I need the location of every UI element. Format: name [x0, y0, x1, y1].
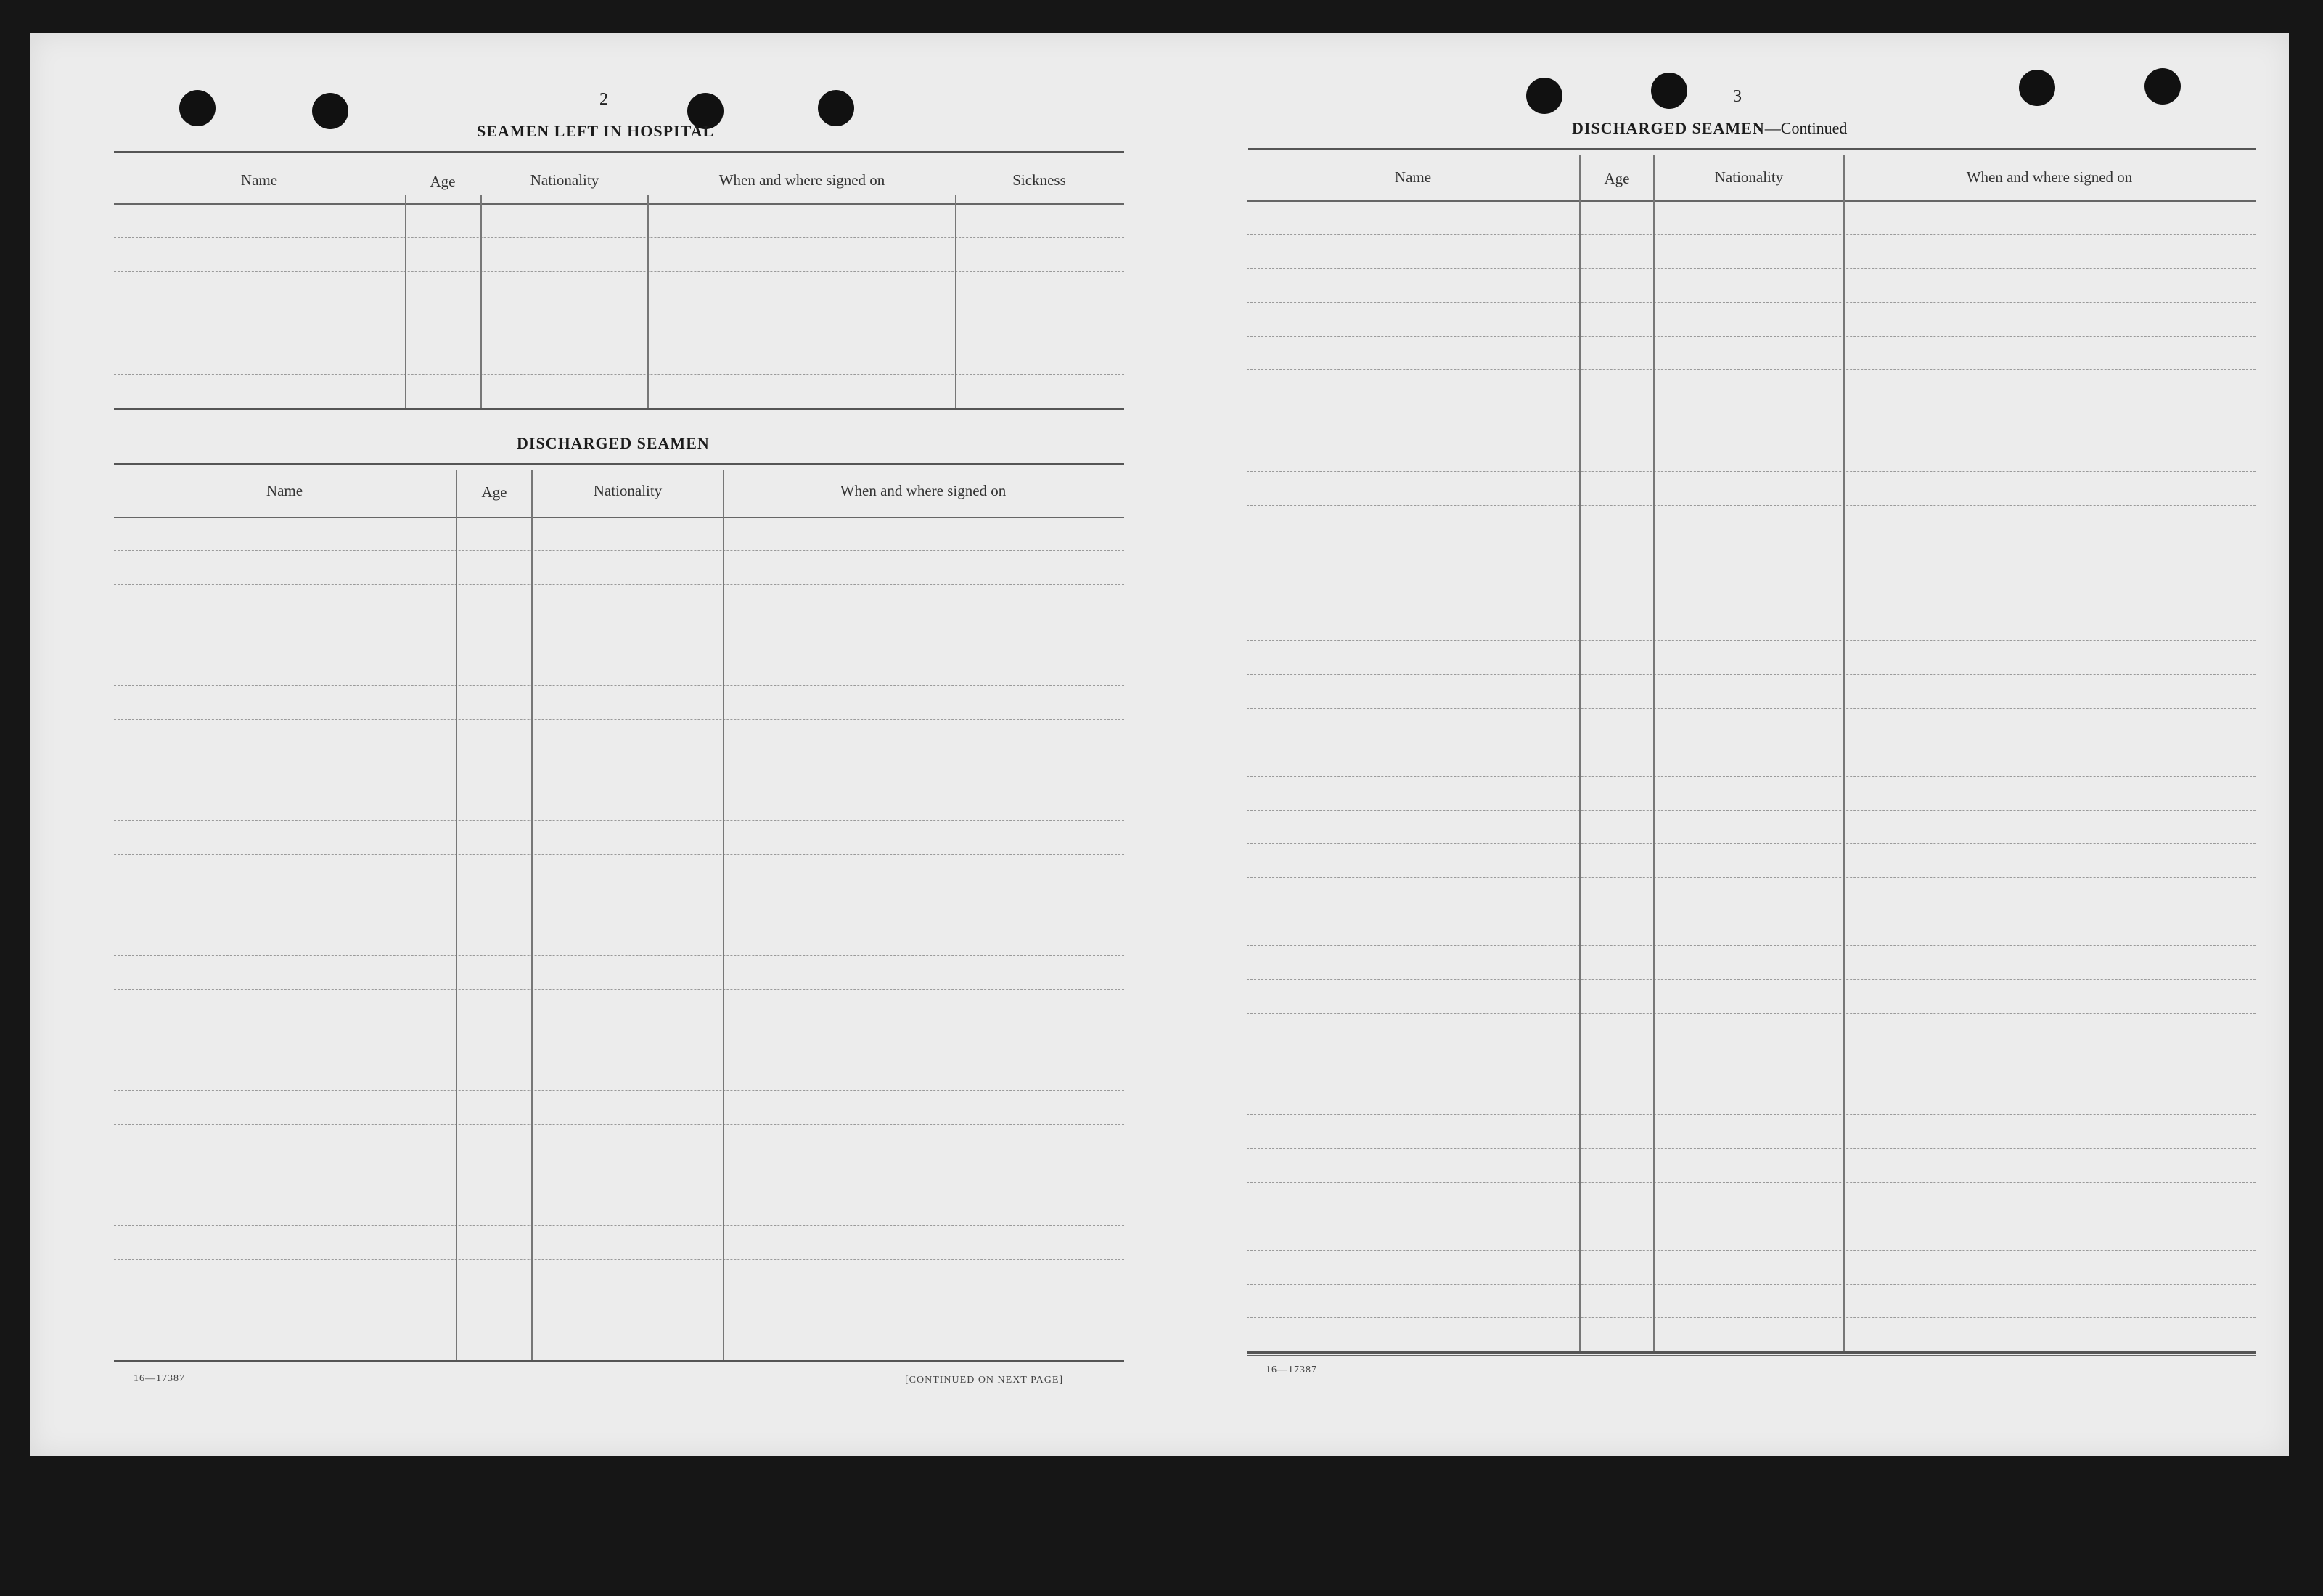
ruled-line	[1247, 843, 2256, 844]
ruled-line	[1247, 776, 2256, 777]
discharged-continued-title	[1572, 119, 1847, 138]
punch-hole	[1651, 73, 1687, 109]
ruled-line	[1247, 268, 2256, 269]
ruled-line	[1247, 1182, 2256, 1183]
hospital-col-divider	[955, 195, 956, 408]
hospital-bottom-rule	[114, 408, 1124, 412]
discharged-col-nationality: Nationality	[593, 482, 663, 499]
continued-suffix: —Continued	[1764, 119, 1848, 137]
discharged-bottom-rule	[114, 1360, 1124, 1364]
discharged-header-rule	[114, 517, 1124, 518]
ruled-line	[1247, 640, 2256, 641]
discharged-continued-col-divider	[1653, 155, 1655, 1351]
hospital-col-age: Age	[430, 173, 456, 190]
ruled-line	[1247, 877, 2256, 878]
page-number: 2	[599, 90, 608, 109]
discharged-continued-col-divider	[1579, 155, 1581, 1351]
ruled-line	[114, 374, 1124, 375]
continued-note: [CONTINUED ON NEXT PAGE]	[905, 1375, 1064, 1386]
ruled-line	[1247, 1284, 2256, 1285]
ruled-line	[114, 237, 1124, 238]
hospital-top-rule	[114, 151, 1124, 155]
discharged-col-when-where: When and where signed on	[840, 482, 1007, 499]
ruled-line	[1247, 234, 2256, 235]
ruled-line	[1247, 1317, 2256, 1318]
ruled-line	[114, 685, 1124, 686]
discharged-top-rule	[114, 463, 1124, 467]
discharged-continued-col-age: Age	[1604, 170, 1630, 187]
discharged-continued-top-rule	[1248, 148, 2256, 152]
ruled-line	[1247, 810, 2256, 811]
ruled-line	[114, 955, 1124, 956]
discharged-continued-col-divider	[1843, 155, 1845, 1351]
page-number: 3	[1733, 87, 1742, 106]
ruled-line	[114, 584, 1124, 585]
ruled-line	[1247, 302, 2256, 303]
discharged-continued-header-rule	[1247, 200, 2256, 202]
ruled-line	[114, 820, 1124, 821]
hospital-col-divider	[480, 195, 482, 408]
form-sheet	[30, 33, 2289, 1456]
punch-hole	[312, 93, 348, 129]
hospital-col-nationality: Nationality	[530, 171, 599, 189]
discharged-col-divider	[456, 470, 457, 1360]
ruled-line	[114, 1124, 1124, 1125]
punch-hole	[179, 90, 216, 126]
hospital-col-divider	[405, 195, 406, 408]
ruled-line	[114, 989, 1124, 990]
ruled-line	[114, 1259, 1124, 1260]
ruled-line	[1247, 1148, 2256, 1149]
punch-hole	[818, 90, 854, 126]
ruled-line	[1247, 674, 2256, 675]
hospital-header-rule	[114, 203, 1124, 205]
punch-hole	[1526, 78, 1562, 114]
ruled-line	[1247, 505, 2256, 506]
punch-hole	[2019, 70, 2055, 106]
ruled-line	[1247, 945, 2256, 946]
discharged-col-name: Name	[266, 482, 303, 499]
form-number: 16—17387	[134, 1373, 185, 1384]
hospital-col-when-where: When and where signed on	[718, 171, 885, 189]
ruled-line	[114, 550, 1124, 551]
punch-hole	[2144, 68, 2181, 105]
ruled-line	[114, 854, 1124, 855]
hospital-col-divider	[647, 195, 649, 408]
ruled-line	[1247, 369, 2256, 370]
discharged-continued-col-nationality: Nationality	[1714, 168, 1784, 186]
ruled-line	[1247, 1114, 2256, 1115]
form-number: 16—17387	[1266, 1364, 1317, 1375]
discharged-continued-col-name: Name	[1394, 168, 1432, 186]
hospital-col-name: Name	[240, 171, 278, 189]
discharged-col-divider	[531, 470, 533, 1360]
ruled-line	[1247, 708, 2256, 709]
discharged-continued-bottom-rule	[1247, 1351, 2256, 1356]
ruled-line	[114, 1090, 1124, 1091]
ruled-line	[114, 1225, 1124, 1226]
discharged-col-age: Age	[481, 483, 507, 501]
discharged-continued-col-when-where: When and where signed on	[1966, 168, 2133, 186]
ruled-line	[114, 271, 1124, 272]
ruled-line	[114, 719, 1124, 720]
ruled-line	[1247, 471, 2256, 472]
ruled-line	[1247, 336, 2256, 337]
ruled-line	[1247, 1250, 2256, 1251]
discharged-section-title: DISCHARGED SEAMEN	[517, 434, 710, 452]
hospital-col-sickness: Sickness	[1012, 171, 1066, 189]
discharged-continued-title-text: DISCHARGED SEAMEN	[1572, 119, 1765, 137]
hospital-section-title: SEAMEN LEFT IN HOSPITAL	[477, 122, 715, 140]
discharged-col-divider	[723, 470, 724, 1360]
ruled-line	[1247, 979, 2256, 980]
ruled-line	[1247, 1013, 2256, 1014]
